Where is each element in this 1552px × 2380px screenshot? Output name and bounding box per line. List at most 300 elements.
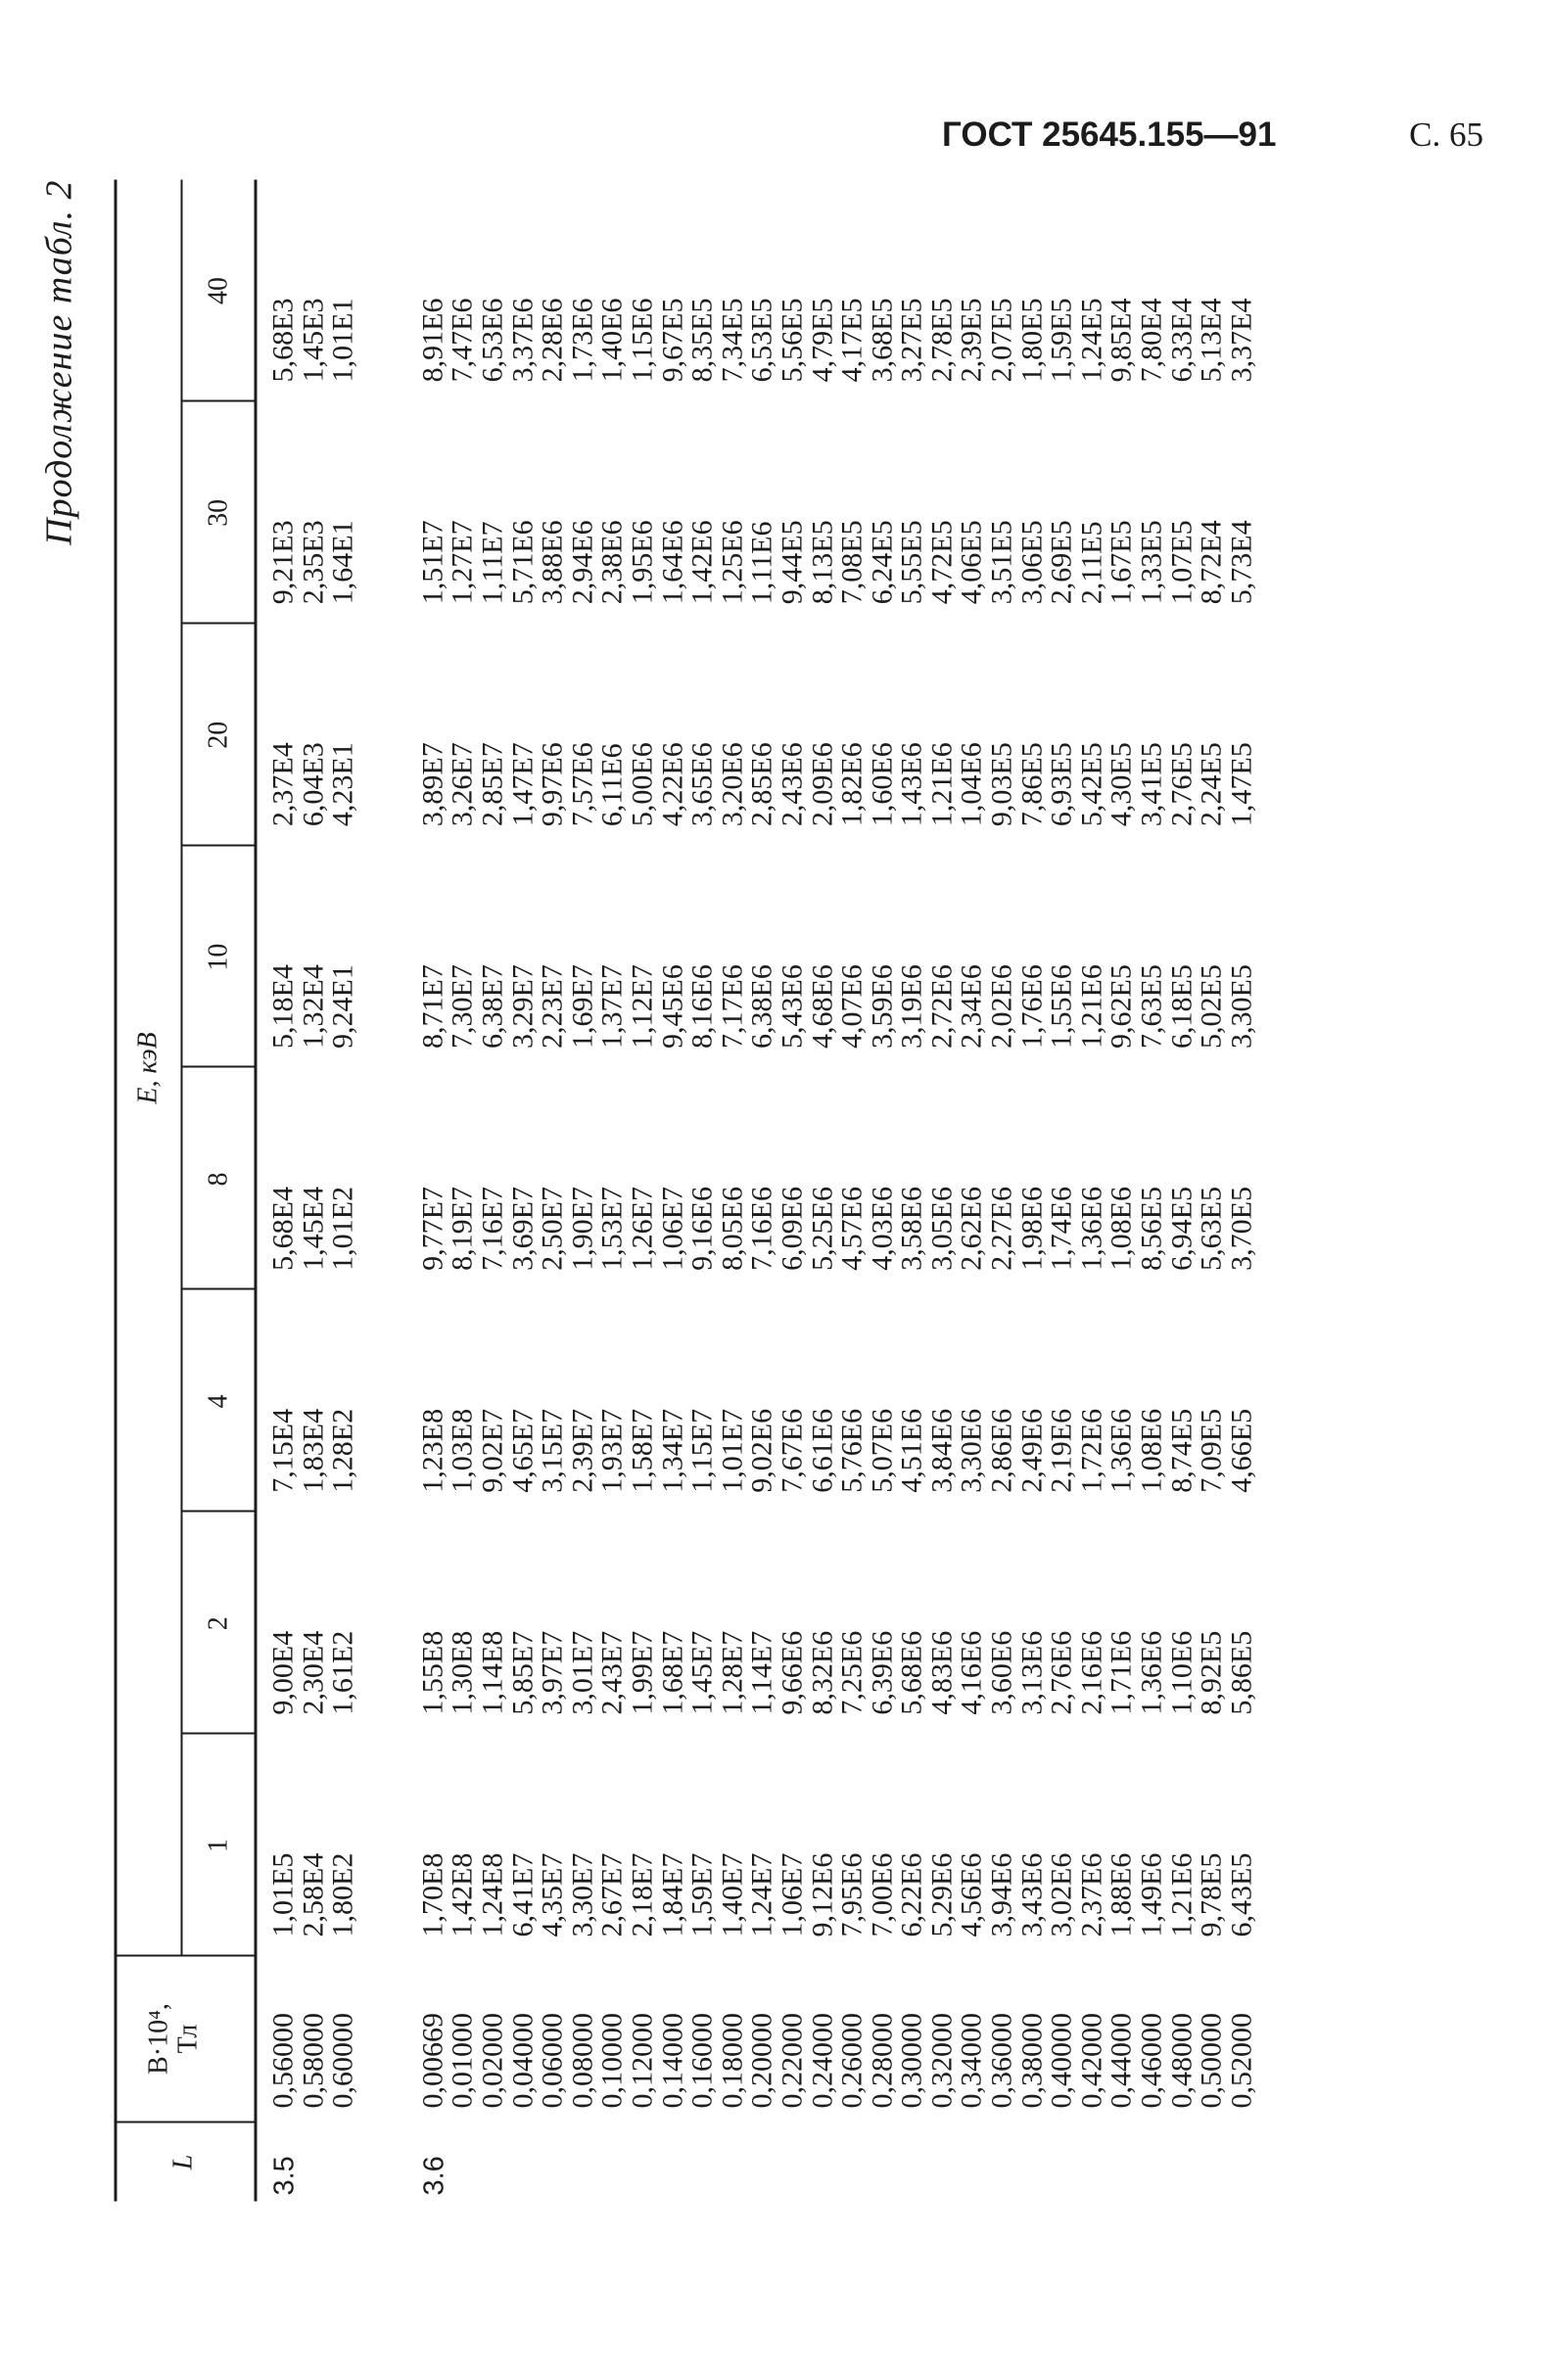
table-cell: 7,67E6 [775,1408,808,1493]
table-cell: 3,70E5 [1224,1186,1257,1271]
table-cell: 0,22000 [775,2012,808,2108]
table-cell: 5,02E5 [1195,963,1228,1049]
table-caption: Продолжение табл. 2 [38,179,79,545]
table-cell: 1,36E6 [1135,1630,1168,1715]
table-cell: 1,08E6 [1135,1408,1168,1493]
table-cell: 3,58E6 [895,1186,928,1271]
table-cell: 3,97E7 [536,1630,569,1715]
table-cell: 1,36E6 [1074,1186,1107,1271]
table-cell: 0,06000 [536,2012,569,2108]
table-cell: 6,09E6 [775,1186,808,1271]
table-cell: 7,08E5 [835,519,869,604]
table-cell: 3,89E7 [415,741,448,826]
energy-header-10: 10 [203,943,233,971]
table-cell: 6,53E6 [475,298,508,382]
table-cell: 2,43E7 [595,1630,629,1715]
table-cell: 9,03E5 [985,741,1018,826]
table-cell: 1,28E7 [715,1630,748,1715]
table-cell: 7,95E6 [835,1852,869,1937]
energy-column-40 [268,189,1256,382]
table-cell: 6,22E6 [895,1852,928,1937]
table-cell: 5,85E7 [505,1630,539,1715]
table-cell: 5,86E5 [1224,1630,1257,1715]
table-cell: 7,16E7 [475,1186,508,1271]
table-cell: 3,20E6 [715,741,748,826]
table-cell: 1,47E5 [1224,741,1257,826]
table-cell: 3,69E7 [505,1186,539,1271]
table-cell: 7,16E6 [745,1186,778,1271]
table-cell: 8,91E6 [415,298,448,382]
table-cell: 3,41E5 [1135,741,1168,826]
table-cell: 1,14E7 [745,1630,778,1715]
table-cell: 0,60000 [326,2012,359,2108]
table-cell: 6,38E6 [745,963,778,1049]
table-cell: 6,43E5 [1224,1852,1257,1937]
table-cell: 2,58E4 [296,1852,329,1937]
table-cell: 7,57E6 [565,741,598,826]
table-cell: 9,66E6 [775,1630,808,1715]
table-cell: 3,51E5 [985,519,1018,604]
table-cell: 1,23E8 [415,1408,448,1493]
table-cell: 2,76E6 [1045,1630,1078,1715]
table-cell: 1,64E1 [326,519,359,604]
col-header-L: L [167,2154,198,2170]
table-cell: 7,63E5 [1135,963,1168,1049]
table-cell: 9,67E5 [655,298,688,382]
table-cell: 2,94E6 [565,519,598,604]
table-cell: 5,68E3 [266,298,299,382]
table-cell: 6,39E6 [865,1630,898,1715]
table-cell: 2,28E6 [536,298,569,382]
energy-header-20: 20 [203,721,233,749]
table-cell: 1,84E7 [655,1852,688,1937]
table-cell: 3,05E6 [924,1186,958,1271]
table-cell: 5,29E6 [924,1852,958,1937]
table-cell: 2,19E6 [1045,1408,1078,1493]
table-cell: 1,11E6 [745,521,778,604]
table-cell: 1,72E6 [1074,1408,1107,1493]
table-cell: 6,53E5 [745,298,778,382]
table-cell: 7,47E6 [446,298,479,382]
table-cell: 9,77E7 [415,1186,448,1271]
table-cell: 2,11E5 [1074,521,1107,604]
table-cell: 3,30E5 [1224,963,1257,1049]
table-cell: 1,32E4 [296,963,329,1049]
table-cell: 1,01E7 [715,1408,748,1493]
table-cell: 1,59E7 [685,1852,719,1937]
table-cell: 1,26E7 [625,1186,658,1271]
table-cell: 8,56E5 [1135,1186,1168,1271]
table-cell: 3,84E6 [924,1408,958,1493]
table-cell: 8,72E4 [1195,519,1228,604]
table-cell: 4,07E6 [835,963,869,1049]
table-cell: 1,76E6 [1014,963,1048,1049]
table-body [257,179,1487,2201]
table-cell: 1,45E4 [296,1186,329,1271]
table-cell: 4,79E5 [805,298,838,382]
table-cell: 2,85E7 [475,741,508,826]
table-cell: 4,56E6 [955,1852,988,1937]
table-cell: 1,24E5 [1074,298,1107,382]
standard-number: ГОСТ 25645.155—91 [942,116,1277,154]
L-value: 3.6 [418,2155,449,2195]
table-cell: 7,30E7 [446,963,479,1049]
table-cell: 1,42E8 [446,1852,479,1937]
table-cell: 5,13E4 [1195,298,1228,382]
table-cell: 3,13E6 [1014,1630,1048,1715]
table-cell: 9,62E5 [1105,963,1138,1049]
table-cell: 8,19E7 [446,1186,479,1271]
table-cell: 1,15E6 [625,298,658,382]
table-cell: 4,03E6 [865,1186,898,1271]
table-cell: 8,74E5 [1164,1408,1198,1493]
table-cell: 1,61E2 [326,1630,359,1715]
L-value: 3.5 [268,2155,300,2195]
table-cell: 3,37E6 [505,298,539,382]
table-cell: 5,68E6 [895,1630,928,1715]
table-cell: 7,25E6 [835,1630,869,1715]
table-cell: 1,27E7 [446,519,479,604]
table-cell: 3,37E4 [1224,298,1257,382]
table-cell: 3,29E7 [505,963,539,1049]
rotated-table-block [37,179,1516,2201]
table-cell: 7,86E5 [1014,741,1048,826]
table-cell: 0,48000 [1164,2012,1198,2108]
table-cell: 1,80E2 [326,1852,359,1937]
table-cell: 1,71E6 [1105,1630,1138,1715]
table-cell: 4,72E5 [924,519,958,604]
table-cell: 1,40E7 [715,1852,748,1937]
energy-header-4: 4 [203,1393,233,1408]
table-cell: 0,52000 [1224,2012,1257,2108]
table-cell: 1,51E7 [415,519,448,604]
table-cell: 2,43E6 [775,741,808,826]
table-cell: 2,07E5 [985,298,1018,382]
table-cell: 2,37E4 [266,741,299,826]
table-cell: 1,15E7 [685,1408,719,1493]
table-cell: 7,17E6 [715,963,748,1049]
table-cell: 5,18E4 [266,963,299,1049]
table-cell: 6,94E5 [1164,1186,1198,1271]
table-cell: 0,00669 [415,2012,448,2108]
col-header-B-line1: B·10⁴, [143,2002,173,2075]
table-cell: 0,18000 [715,2012,748,2108]
table-cell: 0,14000 [655,2012,688,2108]
table-cell: 7,15E4 [266,1408,299,1493]
table-cell: 3,30E6 [955,1408,988,1493]
table-cell: 1,36E6 [1105,1408,1138,1493]
table-cell: 0,01000 [446,2012,479,2108]
page-header [942,116,1483,155]
table-cell: 2,50E7 [536,1186,569,1271]
table-cell: 1,03E8 [446,1408,479,1493]
table-cell: 2,39E7 [565,1408,598,1493]
table-cell: 8,05E6 [715,1186,748,1271]
table-cell: 1,40E6 [595,298,629,382]
table-cell: 9,45E6 [655,963,688,1049]
page-number: С. 65 [1409,116,1483,154]
table-cell: 2,24E5 [1195,741,1228,826]
table-cell: 3,68E5 [865,298,898,382]
table-cell: 9,00E4 [266,1630,299,1715]
table-cell: 2,34E6 [955,963,988,1049]
table-cell: 1,21E6 [1164,1852,1198,1937]
table-cell: 9,02E6 [745,1408,778,1493]
table-cell: 1,93E7 [595,1408,629,1493]
table-cell: 1,43E6 [895,741,928,826]
table-cell: 0,24000 [805,2012,838,2108]
table-cell: 0,26000 [835,2012,869,2108]
energy-column-10 [268,856,1256,1049]
energy-header-2: 2 [203,1615,233,1630]
table-cell: 1,53E7 [595,1186,629,1271]
table-cell: 5,71E6 [505,519,539,604]
table-cell: 1,07E5 [1164,519,1198,604]
table-cell: 1,90E7 [565,1186,598,1271]
table-cell: 2,78E5 [924,298,958,382]
table-cell: 1,73E6 [565,298,598,382]
energy-column-1 [268,1744,1256,1937]
table-cell: 1,68E7 [655,1630,688,1715]
table-cell: 7,09E5 [1195,1408,1228,1493]
table-cell: 1,58E7 [625,1408,658,1493]
table-cell: 3,59E6 [865,963,898,1049]
energy-column-2 [268,1521,1256,1714]
table-cell: 3,15E7 [536,1408,569,1493]
table-cell: 4,30E5 [1105,741,1138,826]
table-cell: 7,34E5 [715,298,748,382]
table-cell: 0,50000 [1195,2012,1228,2108]
energy-header-30: 30 [203,498,233,527]
table-cell: 2,02E6 [985,963,1018,1049]
table-cell: 6,41E7 [505,1852,539,1937]
energy-column-4 [268,1299,1256,1492]
table-cell: 1,01E1 [326,298,359,382]
table-cell: 1,33E5 [1135,519,1168,604]
table-cell: 3,19E6 [895,963,928,1049]
table-cell: 1,21E6 [924,741,958,826]
table-cell: 2,18E7 [625,1852,658,1937]
table-cell: 0,46000 [1135,2012,1168,2108]
table-cell: 1,37E7 [595,963,629,1049]
table-cell: 0,28000 [865,2012,898,2108]
table-cell: 0,08000 [565,2012,598,2108]
energy-header-1: 1 [203,1838,233,1852]
table-cell: 2,39E5 [955,298,988,382]
table-cell: 9,44E5 [775,519,808,604]
table-cell: 1,80E5 [1014,298,1048,382]
table-cell: 0,36000 [985,2012,1018,2108]
table-cell: 4,16E6 [955,1630,988,1715]
table-cell: 8,32E6 [805,1630,838,1715]
table-cell: 8,13E5 [805,519,838,604]
table-cell: 6,04E3 [296,741,329,826]
table-cell: 4,23E1 [326,741,359,826]
table-cell: 4,17E5 [835,298,869,382]
table-cell: 1,74E6 [1045,1186,1078,1271]
table-cell: 2,67E7 [595,1852,629,1937]
table-cell: 2,09E6 [805,741,838,826]
table-cell: 0,10000 [595,2012,629,2108]
table-cell: 6,11E6 [595,742,629,826]
table-cell: 4,66E5 [1224,1408,1257,1493]
table-cell: 4,06E5 [955,519,988,604]
table-cell: 4,51E6 [895,1408,928,1493]
table-cell: 1,67E5 [1105,519,1138,604]
table-cell: 0,34000 [955,2012,988,2108]
table-cell: 2,85E6 [745,741,778,826]
table-cell: 2,86E6 [985,1408,1018,1493]
table-cell: 1,12E7 [625,963,658,1049]
table-cell: 1,59E5 [1045,298,1078,382]
table-cell: 1,34E7 [655,1408,688,1493]
table-cell: 3,01E7 [565,1630,598,1715]
table-cell: 6,93E5 [1045,741,1078,826]
table-cell: 9,24E1 [326,963,359,1049]
table-cell: 9,02E7 [475,1408,508,1493]
table-cell: 2,30E4 [296,1630,329,1715]
table-cell: 1,11E7 [475,521,508,604]
col-header-B [144,1956,203,2121]
table-cell: 1,08E6 [1105,1186,1138,1271]
table-header [117,179,257,2201]
table-cell: 1,06E7 [775,1852,808,1937]
table-cell: 2,37E6 [1074,1852,1107,1937]
table-cell: 1,49E6 [1135,1852,1168,1937]
table-cell: 0,20000 [745,2012,778,2108]
table-cell: 9,12E6 [805,1852,838,1937]
table-cell: 5,76E6 [835,1408,869,1493]
table-cell: 2,16E6 [1074,1630,1107,1715]
table-cell: 2,23E7 [536,963,569,1049]
table-cell: 3,43E6 [1014,1852,1048,1937]
table-cell: 3,06E5 [1014,519,1048,604]
table-cell: 1,42E6 [685,519,719,604]
table-cell: 8,71E7 [415,963,448,1049]
table-cell: 0,12000 [625,2012,658,2108]
table-cell: 2,27E6 [985,1186,1018,1271]
table-cell: 4,22E6 [655,741,688,826]
table-cell: 5,63E5 [1195,1186,1228,1271]
table-cell: 0,56000 [266,2012,299,2108]
table-cell: 9,97E6 [536,741,569,826]
table-cell: 8,16E6 [685,963,719,1049]
table-cell: 1,55E6 [1045,963,1078,1049]
table-cell: 0,40000 [1045,2012,1078,2108]
table-cell: 3,26E7 [446,741,479,826]
table-cell: 3,88E6 [536,519,569,604]
table-cell: 7,00E6 [865,1852,898,1937]
table-cell: 2,49E6 [1014,1408,1048,1493]
table-cell: 5,25E6 [805,1186,838,1271]
table-cell: 1,01E2 [326,1186,359,1271]
table-cell: 1,24E8 [475,1852,508,1937]
energy-header-40: 40 [203,276,233,304]
table-cell: 2,62E6 [955,1186,988,1271]
table-cell: 1,24E7 [745,1852,778,1937]
table-cell: 5,00E6 [625,741,658,826]
table-cell: 1,95E6 [625,519,658,604]
table-cell: 0,42000 [1074,2012,1107,2108]
energy-column-20 [268,633,1256,826]
table-cell: 0,04000 [505,2012,539,2108]
table-cell: 1,55E8 [415,1630,448,1715]
table-cell: 1,60E6 [865,741,898,826]
col-group-E: E, кэВ [132,1031,163,1104]
table-cell: 3,94E6 [985,1852,1018,1937]
table-cell: 2,72E6 [924,963,958,1049]
table-cell: 4,65E7 [505,1408,539,1493]
table-cell: 3,02E6 [1045,1852,1078,1937]
table-cell: 5,43E6 [775,963,808,1049]
table-cell: 0,44000 [1105,2012,1138,2108]
table-cell: 2,38E6 [595,519,629,604]
table-cell: 3,65E6 [685,741,719,826]
table-cell: 5,07E6 [865,1408,898,1493]
table-cell: 1,69E7 [565,963,598,1049]
table-cell: 1,06E7 [655,1186,688,1271]
table-cell: 6,18E5 [1164,963,1198,1049]
table-cell: 0,32000 [924,2012,958,2108]
table-cell: 4,35E7 [536,1852,569,1937]
table-cell: 4,68E6 [805,963,838,1049]
table-cell: 3,60E6 [985,1630,1018,1715]
table-cell: 2,69E5 [1045,519,1078,604]
table-cell: 1,14E8 [475,1630,508,1715]
table-cell: 1,21E6 [1074,963,1107,1049]
table-cell: 0,38000 [1014,2012,1048,2108]
table-cell: 0,02000 [475,2012,508,2108]
table-cell: 4,57E6 [835,1186,869,1271]
table-cell: 8,35E5 [685,298,719,382]
table-cell: 5,68E4 [266,1186,299,1271]
table-cell: 1,83E4 [296,1408,329,1493]
table-cell: 2,35E3 [296,519,329,604]
table-cell: 0,16000 [685,2012,719,2108]
table-cell: 1,64E6 [655,519,688,604]
table-cell: 1,99E7 [625,1630,658,1715]
table-cell: 1,88E6 [1105,1852,1138,1937]
table-cell: 9,21E3 [266,519,299,604]
table-cell: 5,42E5 [1074,741,1107,826]
table-cell: 1,47E7 [505,741,539,826]
table-cell: 9,16E6 [685,1186,719,1271]
B-column [268,1961,1256,2108]
table-cell: 1,82E6 [835,741,869,826]
table-cell: 1,04E6 [955,741,988,826]
table-cell: 8,92E5 [1195,1630,1228,1715]
table-cell: 5,73E4 [1224,519,1257,604]
col-header-B-line2: Тл [172,2024,203,2053]
table-cell: 3,27E5 [895,298,928,382]
table-cell: 1,01E5 [266,1852,299,1937]
energy-column-30 [268,411,1256,604]
table-cell: 6,61E6 [805,1408,838,1493]
data-table [114,179,1487,2201]
table-cell: 0,30000 [895,2012,928,2108]
table-cell: 3,30E7 [565,1852,598,1937]
table-cell: 1,45E7 [685,1630,719,1715]
table-cell: 6,24E5 [865,519,898,604]
table-cell: 9,78E5 [1195,1852,1228,1937]
table-cell: 5,55E5 [895,519,928,604]
table-cell: 5,56E5 [775,298,808,382]
table-cell: 1,45E3 [296,298,329,382]
table-cell: 7,80E4 [1135,298,1168,382]
table-cell: 1,28E2 [326,1408,359,1493]
table-cell: 0,58000 [296,2012,329,2108]
table-cell: 4,83E6 [924,1630,958,1715]
